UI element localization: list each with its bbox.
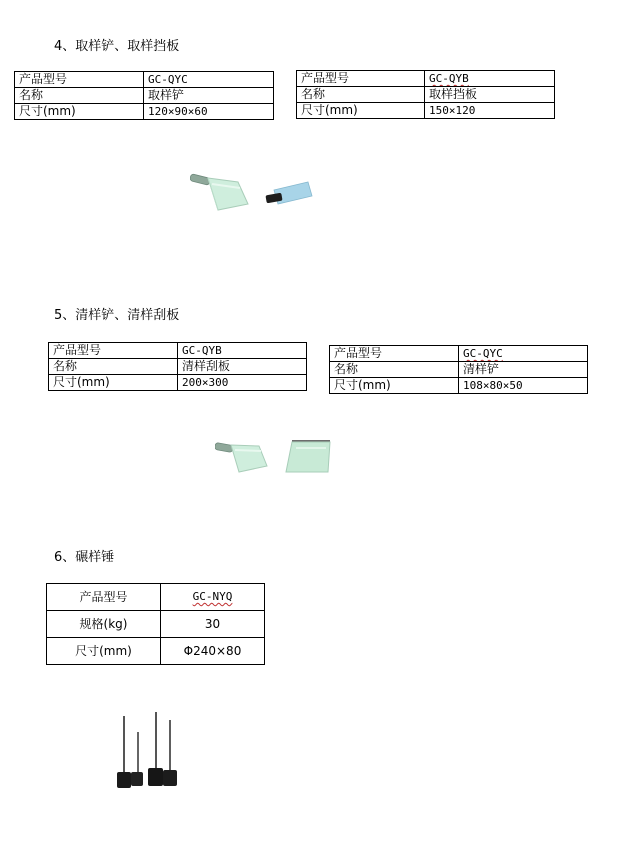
table-row — [297, 103, 555, 119]
table-row — [47, 638, 265, 665]
cell-value: GC-QYC — [144, 72, 274, 88]
cell-label: 规格(kg) — [47, 611, 161, 638]
section4-heading: 4、取样铲、取样挡板 — [54, 39, 180, 54]
cell-label: 产品型号 — [15, 72, 144, 88]
section6-heading: 6、碾样锤 — [54, 550, 115, 565]
cell-value: 150×120 — [425, 103, 555, 119]
cell-label: 产品型号 — [330, 346, 459, 362]
cell-label: 尺寸(mm) — [49, 375, 178, 391]
cell-value: 108×80×50 — [459, 378, 588, 394]
table-row — [330, 346, 588, 362]
table-row — [47, 611, 265, 638]
cell-label: 尺寸(mm) — [330, 378, 459, 394]
table-row — [47, 584, 265, 611]
cleaning-scoop-image — [215, 438, 271, 474]
rammer-hammers-image — [110, 710, 188, 794]
table-row — [330, 362, 588, 378]
cell-value: 取样挡板 — [425, 87, 555, 103]
table-row — [15, 88, 274, 104]
cell-value: 清样刮板 — [178, 359, 307, 375]
cell-value: Φ240×80 — [161, 638, 265, 665]
cell-value: 120×90×60 — [144, 104, 274, 120]
section5-heading: 5、清样铲、清样刮板 — [54, 308, 180, 323]
cell-label: 产品型号 — [297, 71, 425, 87]
cell-value: 取样铲 — [144, 88, 274, 104]
cell-label: 名称 — [330, 362, 459, 378]
section4-table-right — [296, 70, 555, 119]
sampling-scoop-image — [190, 170, 252, 212]
section5-table-right — [329, 345, 588, 394]
cell-label: 名称 — [297, 87, 425, 103]
section4-table-left — [14, 71, 274, 120]
cell-label: 尺寸(mm) — [47, 638, 161, 665]
cell-label: 产品型号 — [47, 584, 161, 611]
table-row — [297, 71, 555, 87]
cell-value: GC-NYQ — [161, 584, 265, 611]
section5-table-left — [48, 342, 307, 391]
table-row — [49, 359, 307, 375]
section6-table — [46, 583, 265, 665]
cell-value: GC-QYB — [178, 343, 307, 359]
cell-value: 清样铲 — [459, 362, 588, 378]
table-row — [15, 104, 274, 120]
cell-value: GC-QYB — [425, 71, 555, 87]
table-row — [330, 378, 588, 394]
table-row — [297, 87, 555, 103]
cell-label: 尺寸(mm) — [15, 104, 144, 120]
cell-label: 尺寸(mm) — [297, 103, 425, 119]
cell-label: 名称 — [15, 88, 144, 104]
table-row — [15, 72, 274, 88]
cell-value: GC-QYC — [459, 346, 588, 362]
cell-label: 名称 — [49, 359, 178, 375]
cell-label: 产品型号 — [49, 343, 178, 359]
cell-value: 30 — [161, 611, 265, 638]
table-row — [49, 375, 307, 391]
cleaning-scraper-image — [282, 438, 332, 476]
cell-value: 200×300 — [178, 375, 307, 391]
table-row — [49, 343, 307, 359]
sampling-baffle-image — [264, 180, 314, 210]
